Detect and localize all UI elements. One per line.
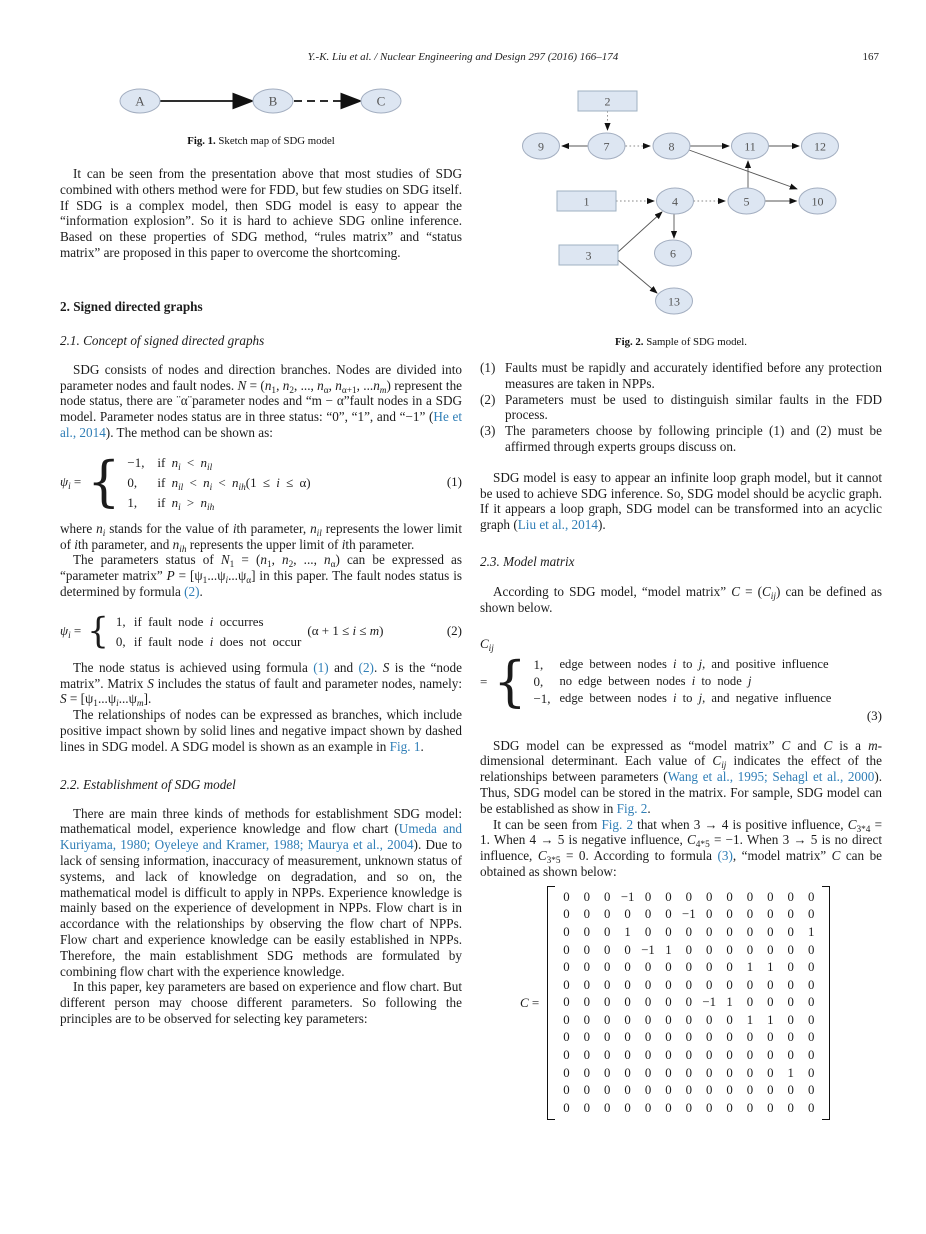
equation-number: (2) bbox=[446, 623, 462, 639]
matrix-cell: −1 bbox=[620, 889, 635, 904]
matrix-cell: 0 bbox=[726, 1083, 733, 1098]
matrix-cell: 0 bbox=[583, 907, 591, 922]
matrix-cell: 0 bbox=[705, 1100, 713, 1115]
matrix-cell: 0 bbox=[644, 977, 652, 992]
matrix-cell: 0 bbox=[767, 907, 774, 922]
matrix-cell: 0 bbox=[726, 960, 733, 975]
matrix-cell: 0 bbox=[726, 1030, 733, 1045]
equals-sign: = bbox=[480, 673, 488, 689]
matrix-cell: 0 bbox=[705, 977, 713, 992]
fig2-edge-3-4 bbox=[618, 212, 662, 252]
fig2-node-9-label: 9 bbox=[538, 139, 544, 154]
brace: { bbox=[493, 650, 527, 714]
matrix-cell: 0 bbox=[807, 889, 815, 904]
matrix-cell: 0 bbox=[624, 960, 631, 975]
matrix-cell: 0 bbox=[583, 924, 591, 939]
case-value: 0, bbox=[127, 474, 138, 490]
matrix-cell: −1 bbox=[681, 907, 696, 922]
matrix-cell: 0 bbox=[787, 1048, 794, 1063]
paragraph-in-this-paper: In this paper, key parameters are based on experience and flow chart. But different person may choose different parameters. So following the principles are to be observed for selecting key parameters: bbox=[60, 979, 462, 1026]
matrix-cell: 0 bbox=[563, 960, 570, 975]
matrix-cell: 0 bbox=[624, 977, 631, 992]
case-condition: if fault node i occurres bbox=[133, 613, 264, 629]
citation-link[interactable]: Fig. 2 bbox=[601, 816, 634, 832]
list-text: Parameters must be used to distinguish similar faults in the FDD process. bbox=[505, 391, 882, 423]
matrix-cell: 0 bbox=[685, 1030, 692, 1045]
fig1-node-C-label: C bbox=[376, 93, 386, 109]
model-matrix bbox=[520, 886, 882, 1121]
matrix-cell: 0 bbox=[665, 960, 672, 975]
matrix-cell: 0 bbox=[604, 1065, 611, 1080]
matrix-cell: 0 bbox=[685, 889, 692, 904]
paragraph-relationships: The relationships of nodes can be expressed as branches, which include positive impact shown by solid lines and negative impact shown by dashed lines in SDG model. A SDG model is shown as an example in Fig. 1. bbox=[60, 707, 462, 754]
citation-link[interactable]: Fig. 2 bbox=[616, 800, 648, 816]
matrix-cell: 0 bbox=[726, 924, 733, 939]
matrix-cell: 0 bbox=[604, 1012, 611, 1027]
matrix-cell: 0 bbox=[644, 1048, 652, 1063]
case-condition: if fault node i does not occur bbox=[133, 633, 302, 649]
case-value: 1, bbox=[115, 613, 126, 629]
case-condition: if $n_{il} < n_i < n_{ih}(1 \le i \le \alpha)$ bbox=[157, 474, 311, 493]
fig2-node-12-label: 12 bbox=[814, 139, 826, 154]
paragraph-expressed: SDG model can be expressed as “model matrix” C and C is a m-dimensional determinant. Each value of $C_{ij}$ indicates the effect of the relationships between parameters (Wang et al., 1995; Sehagl et al., 2000). Thus, SDG model can be stored in the matrix. For sample, SDG model can be established as show in Fig. 2. bbox=[480, 737, 883, 816]
matrix-cell: 0 bbox=[685, 1100, 692, 1115]
matrix-cell: 0 bbox=[807, 960, 815, 975]
matrix-cell: 0 bbox=[624, 1065, 631, 1080]
matrix-cell: 0 bbox=[665, 1083, 672, 1098]
formula-3 bbox=[480, 636, 882, 724]
left-bracket bbox=[547, 886, 555, 1121]
matrix-cell: 0 bbox=[644, 1030, 652, 1045]
matrix-cell: 0 bbox=[583, 1083, 591, 1098]
list-number: (1) bbox=[480, 360, 496, 375]
matrix-cell: 0 bbox=[746, 1083, 754, 1098]
matrix-cell: 0 bbox=[787, 1012, 794, 1027]
matrix-cell: 0 bbox=[767, 1065, 774, 1080]
matrix-cell: 0 bbox=[624, 907, 631, 922]
matrix-cell: 0 bbox=[665, 889, 672, 904]
fig2-node-7-label: 7 bbox=[603, 139, 610, 154]
matrix-cell: 0 bbox=[604, 960, 611, 975]
citation-link[interactable]: Umeda and Kuriyama, 1980; Oyeleye and Kramer, 1988; Maurya et al., 2004 bbox=[60, 821, 463, 853]
matrix-cell: 0 bbox=[746, 977, 754, 992]
paragraph-concept: SDG consists of nodes and direction branches. Nodes are divided into parameter nodes and fault nodes. $N = (n_1$, $n_2$, ..., $n_\alpha$, $n_{\alpha+1}$, $...n_m$) represent the node status, there are ¨α¨parameter nodes and “m − α”fault nodes in a SDG model. Parameter nodes status are in three status: “0”, “1”, and “−1” (He et al., 2014). The method can be shown as: bbox=[60, 361, 463, 440]
matrix-cell: 0 bbox=[604, 995, 611, 1010]
matrix-cell: 0 bbox=[685, 924, 692, 939]
matrix-cell: 0 bbox=[746, 942, 754, 957]
matrix-cell: 0 bbox=[563, 995, 570, 1010]
paragraph-where: where $n_i$ stands for the value of ith parameter, $n_{il}$ represents the lower limit of ith parameter, and $n_{ih}$ represents the upper limit of ith parameter. bbox=[60, 520, 463, 555]
matrix-cell: 0 bbox=[665, 1065, 672, 1080]
matrix-cell: 0 bbox=[705, 1012, 713, 1027]
matrix-cell: 0 bbox=[624, 942, 631, 957]
figure-2 bbox=[480, 82, 882, 348]
formula-1-lhs: $\psi_i$ = bbox=[60, 474, 82, 493]
matrix-cell: 1 bbox=[624, 924, 631, 939]
fig2-node-13-label: 13 bbox=[668, 294, 680, 309]
matrix-cell: 0 bbox=[685, 942, 692, 957]
matrix-cell: 0 bbox=[563, 924, 570, 939]
case-condition: no edge between nodes i to node j bbox=[559, 674, 752, 689]
matrix-cell: 0 bbox=[685, 1048, 692, 1063]
matrix-cell: 0 bbox=[604, 1083, 611, 1098]
matrix-cell: 0 bbox=[767, 1048, 774, 1063]
matrix-cell: 0 bbox=[746, 1100, 754, 1115]
matrix-cell: 0 bbox=[746, 1065, 754, 1080]
case-value: 0, bbox=[115, 633, 126, 649]
running-head: Y.-K. Liu et al. / Nuclear Engineering and Design 297 (2016) 166–174 bbox=[307, 51, 619, 63]
matrix-cell: 0 bbox=[563, 1065, 570, 1080]
matrix-cell: 0 bbox=[767, 924, 774, 939]
matrix-cell: 0 bbox=[685, 1012, 692, 1027]
matrix-cell: 0 bbox=[583, 977, 591, 992]
matrix-cell: 0 bbox=[604, 1030, 611, 1045]
matrix-cell: 0 bbox=[665, 907, 672, 922]
matrix-cell: 0 bbox=[705, 960, 713, 975]
matrix-cell: 0 bbox=[583, 942, 591, 957]
list-text: The parameters choose by following principle (1) and (2) must be affirmed through experts groups discuss on. bbox=[505, 423, 882, 454]
matrix-cell: 0 bbox=[787, 977, 794, 992]
matrix-cell: 0 bbox=[665, 1012, 672, 1027]
matrix-cell: 0 bbox=[807, 995, 815, 1010]
case-condition: if $n_i < n_{il}$ bbox=[157, 454, 213, 473]
brace: { bbox=[87, 610, 109, 653]
matrix-cell: 0 bbox=[787, 907, 794, 922]
matrix-cell: −1 bbox=[641, 942, 655, 957]
matrix-cell: 0 bbox=[705, 924, 713, 939]
list-number: (2) bbox=[480, 391, 496, 407]
list-text: Faults must be rapidly and accurately identified before any protection measures are taken in NPPs. bbox=[505, 360, 882, 391]
matrix-cell: 0 bbox=[665, 1100, 672, 1115]
matrix-cell: 0 bbox=[746, 995, 754, 1010]
matrix-cell: 0 bbox=[807, 1048, 815, 1063]
matrix-cell: 0 bbox=[644, 924, 652, 939]
matrix-cell: 0 bbox=[726, 889, 733, 904]
matrix-cell: 0 bbox=[705, 1083, 713, 1098]
matrix-cell: 0 bbox=[665, 977, 672, 992]
list-item-1 bbox=[480, 360, 882, 392]
matrix-cell: 0 bbox=[746, 1048, 754, 1063]
matrix-cell: 0 bbox=[624, 1083, 631, 1098]
list-item-3 bbox=[480, 423, 882, 455]
matrix-cell: 0 bbox=[726, 1048, 733, 1063]
matrix-cell: 0 bbox=[563, 889, 570, 904]
matrix-cell: 0 bbox=[563, 1100, 570, 1115]
formula-2-range: (α + 1 ≤ i ≤ m) bbox=[307, 623, 384, 639]
matrix-cell: 0 bbox=[644, 995, 652, 1010]
matrix-cell: 0 bbox=[665, 1030, 672, 1045]
paragraph-establishment: There are main three kinds of methods for establishment SDG model: mathematical model, experience knowledge and flow chart (Umeda and Kuriyama, 1980; Oyeleye and Kramer, 1988; Maurya et al., 2004). Due to lack of sensing information, inaccuracy of measurement, unknown status of systems, and lack of knowledge on degradation, and so on, the mathematical model is difficult to apply in NPPs. Experience knowledge is mainly based on the experience of development in NPPs. Flow chart is in accordance with the relationships by observing the flow chart of NPPs. Flow chart and experience knowledge can be easily established in NPPs. Therefore, the main establishment SDG methods are formulated by combining flow chart with the experience knowledge. bbox=[60, 805, 463, 979]
matrix-cell: 0 bbox=[604, 889, 611, 904]
matrix-cell: 0 bbox=[767, 977, 774, 992]
matrix-cell: 0 bbox=[685, 1065, 692, 1080]
matrix-cell: 0 bbox=[624, 1048, 631, 1063]
fig2-node-5-label: 5 bbox=[743, 194, 750, 209]
matrix-cell: 0 bbox=[583, 1065, 591, 1080]
matrix-cell: 0 bbox=[563, 1048, 570, 1063]
matrix-cell: 0 bbox=[705, 889, 713, 904]
matrix-cell: 0 bbox=[624, 1100, 631, 1115]
matrix-cell: 0 bbox=[604, 1048, 611, 1063]
matrix-cell: 0 bbox=[767, 995, 774, 1010]
equation-number: (3) bbox=[866, 707, 882, 723]
equation-number: (1) bbox=[446, 474, 462, 490]
case-value: 0, bbox=[533, 674, 544, 690]
matrix-cell: 0 bbox=[807, 1100, 815, 1115]
matrix-cell: 0 bbox=[624, 1030, 631, 1045]
fig2-edge-3-13 bbox=[618, 260, 657, 293]
matrix-cell: 0 bbox=[807, 942, 815, 957]
matrix-cell: 0 bbox=[787, 1030, 794, 1045]
matrix-cell: 0 bbox=[705, 1030, 713, 1045]
paragraph-node-status: The node status is achieved using formula (1) and (2). S is the “node matrix”. Matrix S includes the status of fault and parameter nodes, namely: $S = [\psi_1...\psi_i...\psi_m]$. bbox=[60, 659, 463, 710]
paragraph-acyclic: SDG model is easy to appear an infinite loop graph model, but it cannot be used to achieve SDG inference. So, SDG model should be acyclic graph. If it appears a loop graph, SDG model can be transformed into an acyclic graph (Liu et al., 2014). bbox=[480, 469, 882, 533]
matrix-cell: 0 bbox=[644, 889, 652, 904]
matrix-cell: 0 bbox=[767, 942, 774, 957]
citation-link[interactable]: (1) bbox=[313, 659, 329, 675]
matrix-cell: 1 bbox=[746, 960, 754, 975]
case-condition: edge between nodes i to j, and negative influence bbox=[559, 691, 832, 706]
matrix-cell: 1 bbox=[767, 960, 774, 975]
citation-link[interactable]: Wang et al., 1995; Sehagl et al., 2000 bbox=[667, 769, 875, 785]
citation-link[interactable]: Liu et al., 2014 bbox=[517, 517, 598, 533]
fig2-node-2-label: 2 bbox=[604, 94, 611, 109]
matrix-cell: 1 bbox=[767, 1012, 774, 1027]
formula-2 bbox=[60, 610, 462, 653]
paragraph-according: According to SDG model, “model matrix” $C = (C_{ij})$ can be defined as shown below. bbox=[480, 583, 882, 615]
formula-2-lhs: $\psi_i$ = bbox=[60, 623, 82, 642]
matrix-cell: 0 bbox=[685, 1083, 692, 1098]
matrix-cell: 0 bbox=[665, 1048, 672, 1063]
matrix-cell: 0 bbox=[807, 1083, 815, 1098]
fig2-node-6-label: 6 bbox=[670, 246, 676, 261]
matrix-cell: 0 bbox=[644, 1100, 652, 1115]
fig2-node-1-label: 1 bbox=[583, 194, 590, 209]
matrix-cell: 0 bbox=[583, 889, 591, 904]
citation-link[interactable]: (2) bbox=[184, 583, 200, 599]
matrix-cell: 0 bbox=[644, 907, 652, 922]
matrix-cell: 0 bbox=[726, 1100, 733, 1115]
paragraph-intro: It can be seen from the presentation above that most studies of SDG combined with others method were for FDD, but few studies on SDG itself. If SDG is a complex model, then SDG model is easy to appear the “information explosion”. So it is hard to achieve SDG online inference. Based on these properties of SDG method, “rules matrix” and “status matrix” are proposed in this paper to overcome the shortcoming. bbox=[60, 166, 462, 260]
matrix-cell: 0 bbox=[604, 1100, 611, 1115]
matrix-cell: 1 bbox=[807, 924, 815, 939]
matrix-cell: 0 bbox=[787, 1083, 794, 1098]
matrix-cell: 0 bbox=[644, 1065, 652, 1080]
fig2-node-10-label: 10 bbox=[811, 194, 824, 209]
matrix-cell: 0 bbox=[583, 995, 591, 1010]
matrix-cell: 0 bbox=[583, 960, 591, 975]
list-item-2 bbox=[480, 392, 882, 424]
brace: { bbox=[87, 450, 121, 514]
matrix-cell: 0 bbox=[767, 1083, 774, 1098]
matrix-cell: 0 bbox=[624, 995, 631, 1010]
matrix-cell: 0 bbox=[583, 1030, 591, 1045]
matrix-cell: 0 bbox=[787, 924, 794, 939]
section-2-2-heading: 2.2. Establishment of SDG model bbox=[60, 776, 236, 792]
matrix-cell: 0 bbox=[563, 1012, 570, 1027]
matrix-cell: 0 bbox=[807, 977, 815, 992]
citation-link[interactable]: (2) bbox=[358, 659, 374, 675]
matrix-cell: 0 bbox=[767, 1030, 774, 1045]
matrix-cell: 0 bbox=[705, 1048, 713, 1063]
section-2-heading: 2. Signed directed graphs bbox=[60, 298, 203, 314]
fig1-node-B-label: B bbox=[268, 93, 278, 109]
matrix-cell: 0 bbox=[604, 924, 611, 939]
matrix-cell: 0 bbox=[767, 889, 774, 904]
matrix-cell: 0 bbox=[665, 924, 672, 939]
matrix-cell: 0 bbox=[726, 977, 733, 992]
matrix-cell: 0 bbox=[746, 924, 754, 939]
matrix-cell: 0 bbox=[787, 942, 794, 957]
matrix-cell: 0 bbox=[604, 977, 611, 992]
matrix-cell: 0 bbox=[644, 960, 652, 975]
matrix-cell: 0 bbox=[563, 907, 570, 922]
paragraph-parameters: The parameters status of $N_1 = (n_1$, $n_2$, ..., $n_\alpha$) can be expressed as “parameter matrix” $P = [\psi_1...\psi_i...\psi_\alpha]$ in this paper. The fault nodes status is determined by formula (2). bbox=[60, 552, 463, 599]
case-value: 1, bbox=[533, 657, 544, 673]
matrix-cell: 0 bbox=[604, 942, 611, 957]
matrix-cell: 0 bbox=[746, 907, 754, 922]
matrix-cell: 0 bbox=[644, 1083, 652, 1098]
citation-link[interactable]: He et al., 2014 bbox=[60, 409, 462, 440]
matrix-cell: 0 bbox=[726, 1065, 733, 1080]
matrix-cell: 0 bbox=[807, 1065, 815, 1080]
matrix-cell: 0 bbox=[604, 907, 611, 922]
matrix-cell: 0 bbox=[787, 995, 794, 1010]
list-number: (3) bbox=[480, 423, 496, 439]
fig2-node-4-label: 4 bbox=[672, 194, 678, 209]
matrix-cell: 0 bbox=[685, 960, 692, 975]
fig2-diagram bbox=[480, 82, 882, 322]
citation-link[interactable]: (3) bbox=[717, 848, 733, 864]
figure-1 bbox=[60, 82, 462, 147]
fig1-diagram bbox=[60, 82, 462, 124]
fig2-node-3-label: 3 bbox=[585, 248, 592, 263]
matrix-cell: 1 bbox=[726, 995, 733, 1010]
matrix-cell: 0 bbox=[583, 1012, 591, 1027]
section-2-3-heading: 2.3. Model matrix bbox=[480, 553, 575, 569]
matrix-grid bbox=[556, 889, 821, 1118]
matrix-cell: 0 bbox=[726, 1012, 733, 1027]
matrix-cell: 0 bbox=[807, 1030, 815, 1045]
matrix-cell: 0 bbox=[644, 1012, 652, 1027]
formula-1 bbox=[60, 450, 462, 514]
fig2-node-8-label: 8 bbox=[668, 139, 675, 154]
matrix-cell: 0 bbox=[767, 1100, 774, 1115]
matrix-cell: 0 bbox=[746, 1030, 754, 1045]
matrix-cell: 0 bbox=[807, 1012, 815, 1027]
matrix-cell: −1 bbox=[702, 995, 716, 1010]
matrix-cell: 0 bbox=[787, 1100, 794, 1115]
matrix-cell: 0 bbox=[563, 977, 570, 992]
right-column bbox=[480, 360, 882, 1120]
matrix-cell: 0 bbox=[685, 977, 692, 992]
left-column bbox=[60, 166, 462, 1027]
matrix-cell: 0 bbox=[726, 907, 733, 922]
case-value: −1, bbox=[533, 691, 551, 707]
matrix-cell: 0 bbox=[563, 1083, 570, 1098]
case-condition: if $n_i > n_{ih}$ bbox=[157, 494, 215, 513]
fig2-caption: Fig. 2. Sample of SDG model. bbox=[615, 336, 747, 348]
matrix-cell: 0 bbox=[665, 995, 672, 1010]
matrix-cell: 0 bbox=[583, 1100, 591, 1115]
matrix-cell: 0 bbox=[705, 907, 713, 922]
case-value: 1, bbox=[127, 494, 138, 510]
matrix-cell: 0 bbox=[685, 995, 692, 1010]
formula-3-lhs: $C_{ij}$ bbox=[480, 635, 494, 654]
matrix-cell: 0 bbox=[787, 889, 794, 904]
matrix-cell: 1 bbox=[746, 1012, 754, 1027]
matrix-cell: 0 bbox=[624, 1012, 631, 1027]
matrix-cell: 1 bbox=[665, 942, 672, 957]
matrix-cell: 0 bbox=[705, 1065, 713, 1080]
matrix-cell: 0 bbox=[787, 960, 794, 975]
matrix-cell: 0 bbox=[726, 942, 733, 957]
matrix-lhs: C = bbox=[520, 995, 540, 1011]
page-number: 167 bbox=[862, 51, 879, 63]
right-bracket bbox=[822, 886, 830, 1121]
matrix-cell: 0 bbox=[807, 907, 815, 922]
matrix-cell: 1 bbox=[787, 1065, 794, 1080]
fig2-node-11-label: 11 bbox=[744, 139, 756, 154]
section-2-1-heading: 2.1. Concept of signed directed graphs bbox=[60, 332, 265, 348]
case-value: −1, bbox=[127, 454, 145, 470]
paragraph-seen-from-fig2: It can be seen from Fig. 2 that when 3 → 4 is positive influence, $C_{3*4} = 1$. When 4 → 5 is negative influence, $C_{4*5} = -1$. When 3 → 5 is no direct influence, $C_{3*5} = 0$. According to formula (3), “model matrix” C can be obtained as shown below: bbox=[480, 816, 883, 879]
fig1-caption: Fig. 1. Sketch map of SDG model bbox=[187, 135, 335, 147]
citation-link[interactable]: Fig. 1 bbox=[389, 738, 421, 754]
matrix-cell: 0 bbox=[563, 942, 570, 957]
matrix-cell: 0 bbox=[705, 942, 713, 957]
matrix-cell: 0 bbox=[563, 1030, 570, 1045]
matrix-cell: 0 bbox=[583, 1048, 591, 1063]
case-condition: edge between nodes i to j, and positive influence bbox=[559, 657, 829, 672]
fig1-node-A-label: A bbox=[135, 93, 145, 109]
matrix-cell: 0 bbox=[746, 889, 754, 904]
